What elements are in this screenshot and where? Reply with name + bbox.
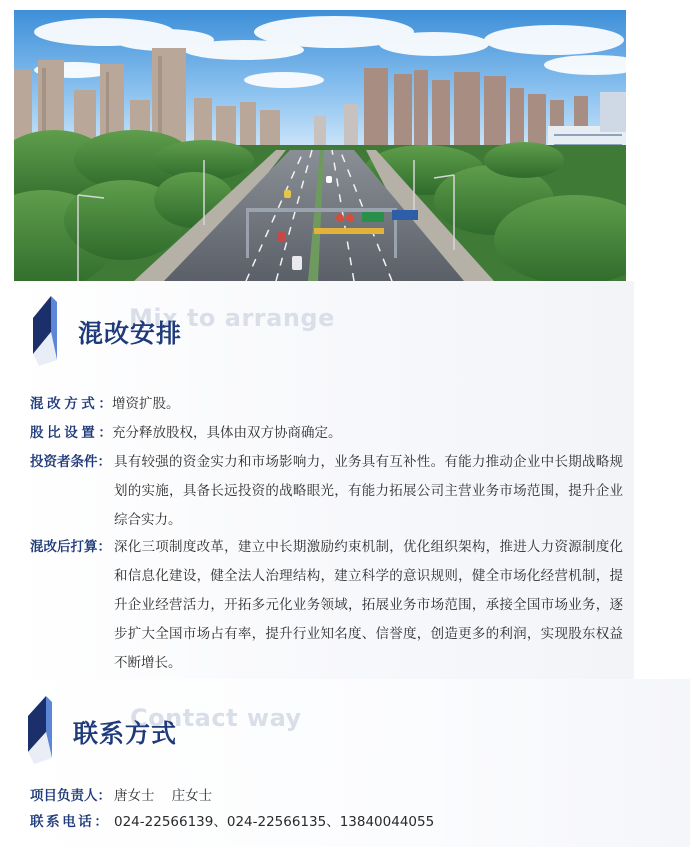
info-label: 投资者条件： [30,454,111,470]
info-label: 项目负责人： [30,788,111,804]
info-row-method [30,390,625,419]
info-value: 深化三项制度改革，建立中长期激励约束机制，优化组织架构，推进人力资源制度化和信息化建设，健全法人治理结构，建立科学的意识规则，健全市场化经营机制，提升企业经营活力，开拓多元化业务领域，拓展业务市场范围，承接全国市场业务，逐步扩大全国市场占有率，提升行业知名度、信誉度，创造更多的利润，实现股东权益不断增长。 [114,539,623,671]
section-watermark: Contact way [130,704,302,732]
info-row-plan [30,533,625,678]
section-accent-icon [28,696,70,766]
section-title: 联系方式 [73,719,178,748]
contact-phone-value: 024-22566139、024-22566135、13840044055 [114,814,435,830]
info-row-share [30,419,625,448]
contact-row-person [30,782,625,811]
info-label: 混改方式： [30,396,116,412]
info-label: 混改后打算： [30,539,111,555]
info-value: 增资扩股。 [112,396,180,412]
section-accent-icon [33,296,75,366]
info-label: 股比设置： [30,425,116,441]
info-label: 联系电话： [30,814,111,830]
section-title: 混改安排 [78,319,183,348]
city-road-photo [14,10,626,281]
section-header-contact [28,696,348,766]
info-row-investor [30,448,625,535]
info-value: 充分释放股权，具体由双方协商确定。 [112,425,342,441]
section-watermark: Mix to arrange [129,304,335,332]
contact-row-phone [30,808,625,837]
contact-person-value: 唐女士 庄女士 [114,788,213,804]
section-header-mix [33,296,353,366]
info-value: 具有较强的资金实力和市场影响力，业务具有互补性。有能力推动企业中长期战略规划的实施，具备长远投资的战略眼光，有能力拓展公司主营业务市场范围，提升企业综合实力。 [114,454,623,528]
